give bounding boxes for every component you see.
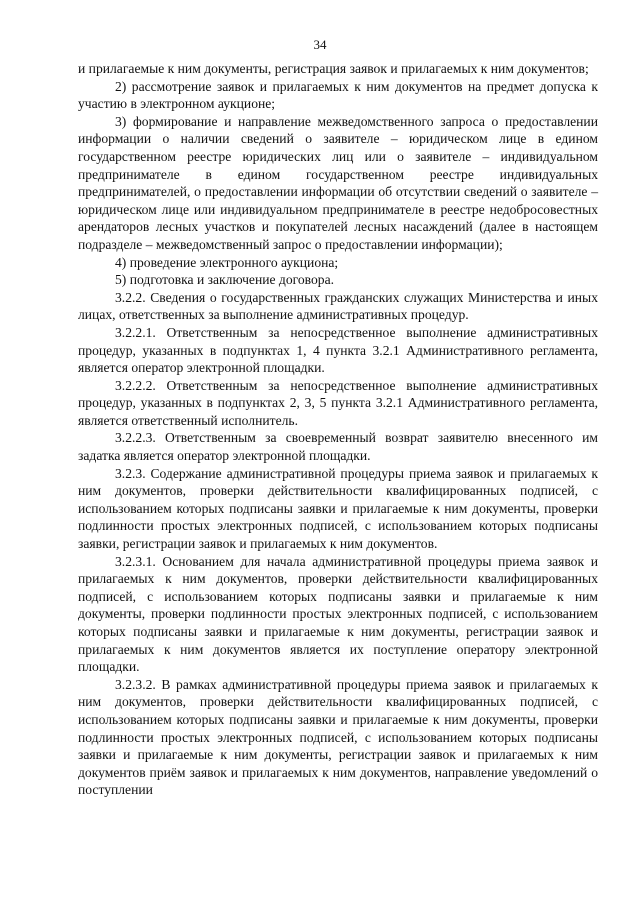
section-3-2-3-2: 3.2.3.2. В рамках административной процедуры приема заявок и прилагаемых к ним документов, проверки действительности квалифицированных подписей, с использованием которых подписаны заявки и прилагаемые к ним документы, проверки подлинности простых электронных подписей, с использованием которых подписаны заявки и прилагаемые к ним документы, регистрации заявок и прилагаемых к ним документов приём заявок и прилагаемых к ним документов, направление уведомлений о поступлении — [78, 676, 598, 798]
page-number: 34 — [313, 37, 327, 52]
list-item-2: 2) рассмотрение заявок и прилагаемых к ним документов на предмет допуска к участию в электронном аукционе; — [78, 78, 598, 112]
list-item-4: 4) проведение электронного аукциона; — [115, 254, 339, 270]
section-3-2-2-1: 3.2.2.1. Ответственным за непосредственное выполнение административных процедур, указанных в подпунктах 1, 4 пункта 3.2.1 Административного регламента, является оператор электронной площадки. — [78, 324, 598, 376]
document-body — [78, 60, 598, 799]
section-3-2-3-1: 3.2.3.1. Основанием для начала административной процедуры приема заявок и прилагаемых к ним документов, проверки действительности квалифицированных подписей, с использованием которых подписаны заявки и прилагаемые к ним документы, проверки подлинности простых электронных подписей, с использованием которых подписаны заявки и прилагаемые к ним документы, регистрации заявок и прилагаемых к ним документов является их поступление оператору электронной площадки. — [78, 553, 598, 675]
paragraph-continuation: и прилагаемые к ним документы, регистрация заявок и прилагаемых к ним документов; — [78, 61, 589, 76]
list-item-3: 3) формирование и направление межведомственного запроса о предоставлении информации о наличии сведений о заявителе – юридическом лице в едином государственном реестре юридических лиц или о заявителе – индивидуальном предпринимателе в едином государственном реестре индивидуальных предпринимателей, о предоставлении информации об отсутствии сведений о заявителе – юридическом лице или индивидуальном предпринимателе в реестре недобросовестных арендаторов лесных участков и покупателей лесных насаждений (далее в настоящем подразделе – межведомственный запрос о предоставлении информации); — [78, 113, 598, 252]
section-3-2-2-2: 3.2.2.2. Ответственным за непосредственное выполнение административных процедур, указанных в подпунктах 2, 3, 5 пункта 3.2.1 Административного регламента, является ответственный исполнитель. — [78, 377, 598, 428]
section-3-2-3: 3.2.3. Содержание административной процедуры приема заявок и прилагаемых к ним документов, проверки действительности квалифицированных подписей, с использованием которых подписаны заявки и прилагаемые к ним документы, проверки подлинности простых электронных подписей, с использованием которых подписаны заявки, регистрации заявок и прилагаемых к ним документов. — [78, 465, 598, 552]
section-3-2-2-3: 3.2.2.3. Ответственным за своевременный возврат заявителю внесенного им задатка является оператор электронной площадки. — [78, 430, 598, 464]
section-3-2-2: 3.2.2. Сведения о государственных гражданских служащих Министерства и иных лицах, ответственных за выполнение административных процедур. — [78, 289, 598, 323]
list-item-5: 5) подготовка и заключение договора. — [115, 272, 335, 288]
